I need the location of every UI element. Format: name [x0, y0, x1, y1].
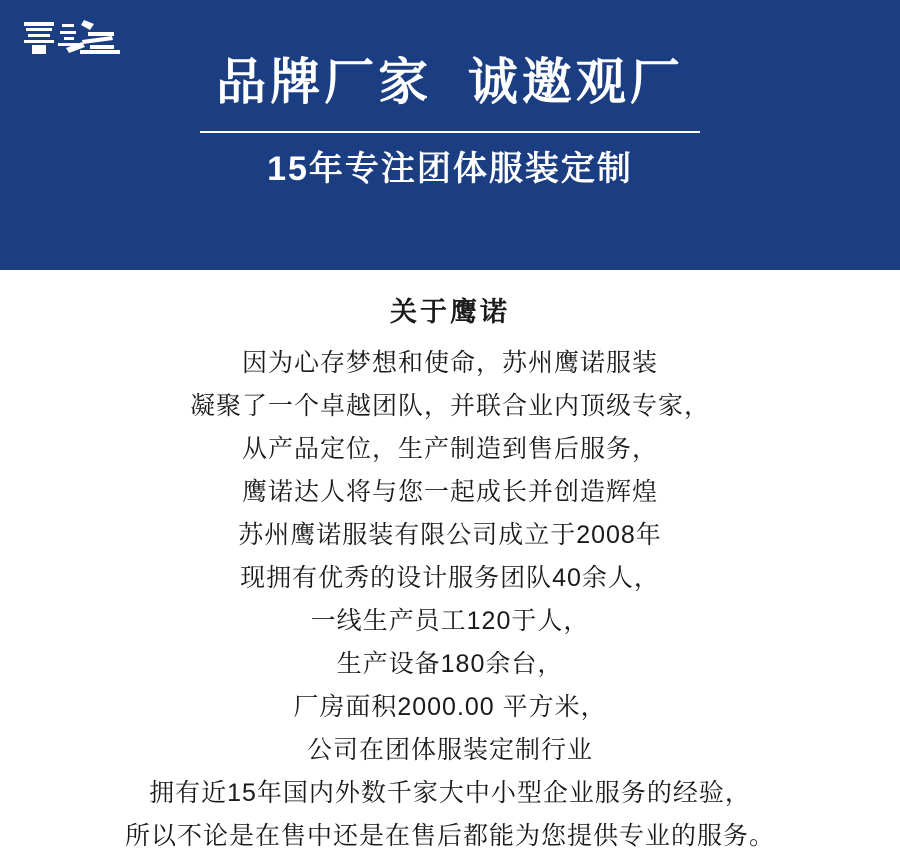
about-line: 一线生产员工120于人，	[310, 606, 590, 635]
about-line: 鹰诺达人将与您一起成长并创造辉煌	[241, 477, 658, 506]
about-line: 凝聚了一个卓越团队，并联合业内顶级专家，	[189, 391, 710, 420]
about-line: 厂房面积2000.00 平方米，	[293, 692, 607, 721]
banner-text-block	[0, 0, 900, 270]
about-line: 现拥有优秀的设计服务团队40余人，	[240, 563, 660, 592]
about-line: 公司在团体服装定制行业	[306, 735, 593, 764]
about-line: 拥有近15年国内外数千家大中小型企业服务的经验，	[149, 778, 751, 807]
banner-title: 品牌厂家 诚邀观厂	[216, 53, 684, 110]
banner-subtitle: 15年专注团体服装定制	[267, 150, 633, 189]
about-line: 从产品定位，生产制造到售后服务，	[241, 434, 658, 463]
about-line: 所以不论是在售中还是在售后都能为您提供专业的服务。	[124, 821, 775, 850]
about-line: 因为心存梦想和使命，苏州鹰诺服装	[241, 348, 658, 377]
banner-divider	[200, 131, 700, 133]
hero-banner	[0, 0, 900, 270]
about-heading: 关于鹰诺	[390, 297, 510, 327]
about-line: 苏州鹰诺服装有限公司成立于2008年	[238, 520, 662, 549]
about-line: 生产设备180余台，	[336, 649, 564, 678]
about-body	[0, 342, 900, 858]
about-section	[0, 270, 900, 858]
